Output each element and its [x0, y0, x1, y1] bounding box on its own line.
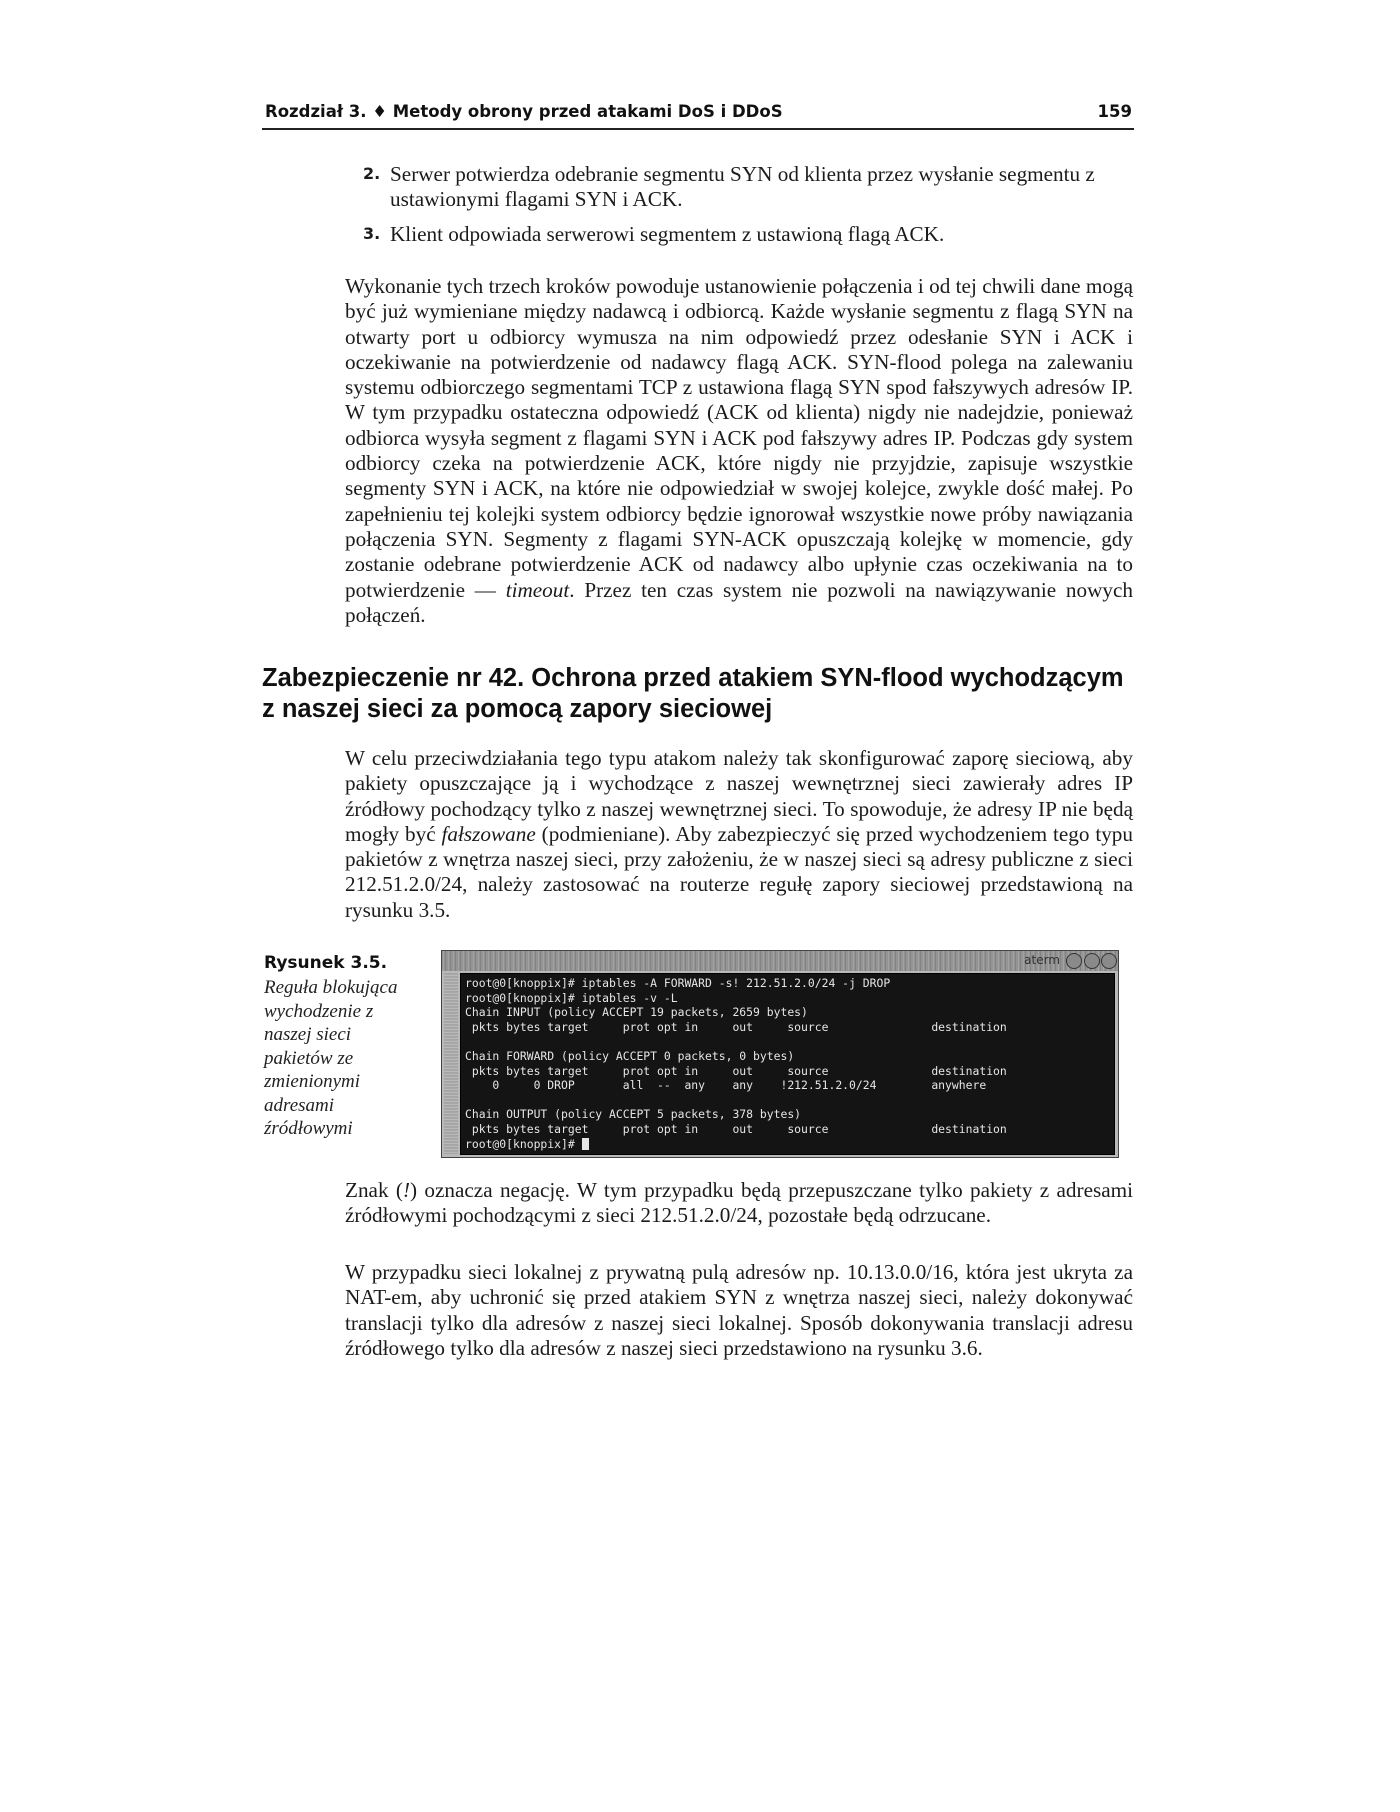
- figure-caption: [264, 951, 414, 1141]
- terminal-line: pkts bytes target prot opt in out source destination: [471, 1019, 1007, 1034]
- paragraph-firewall: [345, 746, 1133, 923]
- paragraph-negation: [345, 1178, 1133, 1229]
- list-item: [363, 162, 1133, 211]
- paragraph-syn-flood: [345, 274, 1133, 628]
- figure-label: Rysunek 3.5.: [264, 953, 388, 973]
- section-heading: Zabezpieczenie nr 42. Ochrona przed atakiem SYN-flood wychodzącym z naszej sieci za pomocą zapory sieciowej: [262, 664, 1124, 723]
- close-icon: [1101, 953, 1117, 969]
- maximize-icon: [1084, 953, 1100, 969]
- terminal-scrollbar: [444, 973, 458, 1154]
- terminal-line: Chain INPUT (policy ACCEPT 19 packets, 2659 bytes): [465, 1005, 808, 1020]
- terminal-output: [460, 973, 1115, 1155]
- terminal-line: Chain OUTPUT (policy ACCEPT 5 packets, 378 bytes): [465, 1107, 802, 1122]
- page-number: 159: [1097, 102, 1132, 121]
- terminal-line: pkts bytes target prot opt in out source destination: [471, 1063, 1007, 1078]
- terminal-screenshot: [441, 950, 1119, 1158]
- minimize-icon: [1066, 953, 1082, 969]
- list-item: [363, 222, 1133, 247]
- paragraph-text: W celu przeciwdziałania tego typu atakom należy tak skonfigurować zaporę sieciową, aby pakiety opuszczające ją i wychodzące z naszej wewnętrznej sieci zawierały adres IP źródłowy pochodzący tylko z naszej wewnętrznej sieci. To spowoduje, że adresy IP nie będą mogły być: [345, 746, 1133, 846]
- window-title: aterm: [1024, 953, 1060, 967]
- terminal-line: root@0[knoppix]# iptables -A FORWARD -s! 212.51.2.0/24 -j DROP: [465, 976, 891, 990]
- terminal-line: 0 0 DROP all -- any any !212.51.2.0/24 anywhere: [492, 1078, 987, 1093]
- numbered-steps: [363, 162, 1133, 258]
- terminal-line: pkts bytes target prot opt in out source destination: [471, 1121, 1007, 1136]
- terminal-line: Chain FORWARD (policy ACCEPT 0 packets, 0 bytes): [465, 1048, 795, 1063]
- paragraph-text: Znak (: [345, 1178, 403, 1202]
- step-text: Serwer potwierdza odebranie segmentu SYN od klienta przez wysłanie segmentu z ustawionymi flagami SYN i ACK.: [390, 162, 1095, 211]
- paragraph-text: Wykonanie tych trzech kroków powoduje ustanowienie połączenia i od tej chwili dane mogą być już wymieniane między nadawcą i odbiorcą. Każde wysłanie segmentu z flagą SYN na otwarty port u odbiorcy wymusza na nim odpowiedź przez odesłanie SYN i ACK i oczekiwanie na potwierdzenie od nadawcy flagą ACK. SYN-flood polega na zalewaniu systemu odbiorczego segmentami TCP z ustawiona flagą SYN spod fałszywych adresów IP. W tym przypadku ostateczna odpowiedź (ACK od klienta) nigdy nie nadejdzie, ponieważ odbiorca wysyła segment z flagami SYN i ACK pod fałszywy adres IP. Podczas gdy system odbiorcy czeka na potwierdzenie ACK, które nigdy nie przyjdzie, zapisuje wszystkie segmenty SYN i ACK, na które nie odpowiedział w swojej kolejce, zwykle dość małej. Po zapełnieniu tej kolejki system odbiorcy będzie ignorował wszystkie nowe próby nawiązania połączenia SYN. Segmenty z flagami SYN-ACK opuszczają kolejkę w momencie, gdy zostanie odebrane potwierdzenie ACK od nadawcy albo upłynie czas oczekiwania na to potwierdzenie —: [345, 274, 1133, 602]
- running-header: [262, 98, 1134, 130]
- italic-term: timeout: [505, 577, 570, 602]
- paragraph-nat: [345, 1260, 1133, 1361]
- terminal-titlebar: [442, 951, 1118, 971]
- italic-term: !: [402, 1178, 410, 1202]
- cursor-icon: [582, 1138, 589, 1150]
- figure-caption-text: Reguła blokująca wychodzenie z naszej sieci pakietów ze zmienionymi adresami źródłowymi: [264, 977, 398, 1139]
- italic-term: fałszowane: [441, 821, 536, 846]
- paragraph-text: . Przez ten czas system nie pozwoli na nawiązywanie nowych połączeń.: [345, 577, 1133, 627]
- paragraph-text: (podmieniane). Aby zabezpieczyć się przed wychodzeniem tego typu pakietów z wnętrza naszej sieci, przy założeniu, że w naszej sieci są adresy publiczne z sieci 212.51.2.0/24, należy zastosować na routerze regułę zapory sieciowej przedstawioną na rysunku 3.5.: [345, 821, 1133, 922]
- step-number: 3.: [363, 224, 381, 243]
- chapter-title: Rozdział 3. ♦ Metody obrony przed atakami DoS i DDoS: [265, 102, 783, 121]
- terminal-line: root@0[knoppix]# iptables -v -L: [465, 990, 678, 1005]
- step-text: Klient odpowiada serwerowi segmentem z ustawioną flagą ACK.: [390, 222, 945, 246]
- step-number: 2.: [363, 164, 381, 183]
- terminal-text: [461, 974, 1114, 1153]
- paragraph-text: W przypadku sieci lokalnej z prywatną pulą adresów np. 10.13.0.0/16, która jest ukryta za NAT-em, aby uchronić się przed atakiem SYN z wnętrza naszej sieci, należy dokonywać translacji tylko dla adresów z naszej sieci lokalnej. Sposób dokonywania translacji adresu źródłowego tylko dla adresów z naszej sieci przedstawiono na rysunku 3.6.: [345, 1260, 1133, 1360]
- terminal-prompt: root@0[knoppix]#: [465, 1136, 582, 1151]
- paragraph-text: ) oznacza negację. W tym przypadku będą przepuszczane tylko pakiety z adresami źródłowymi pochodzącymi z sieci 212.51.2.0/24, pozostałe będą odrzucane.: [345, 1178, 1133, 1228]
